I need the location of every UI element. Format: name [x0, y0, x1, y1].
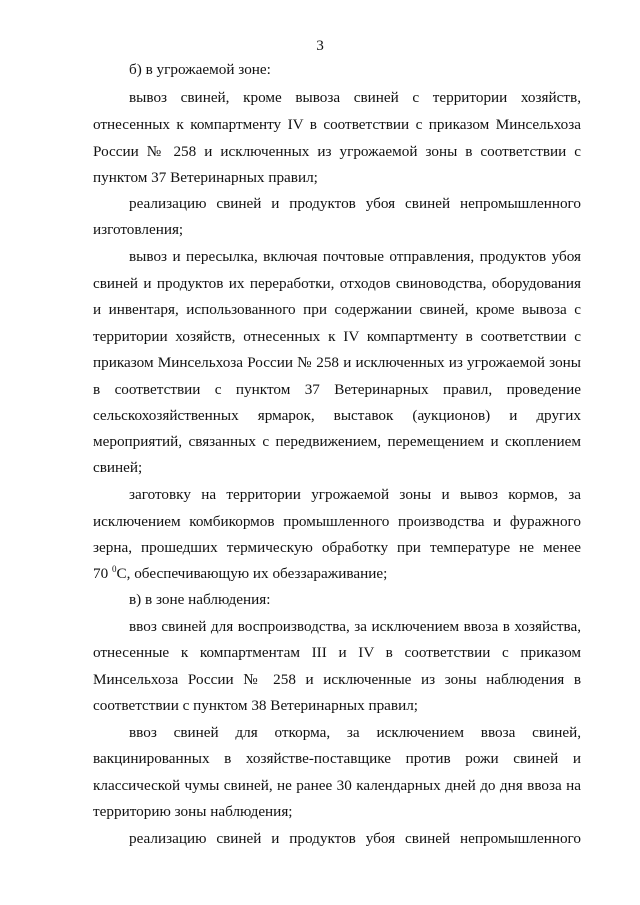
text-line: мероприятий, связанных с передвижением, перемещением и скоплением	[93, 433, 581, 450]
text-line: зерна, прошедших термическую обработку при температуре не менее	[93, 539, 581, 556]
text-line-temperature	[93, 565, 387, 583]
text-line: территории хозяйств, отнесенных к IV компартменту в соответствии с	[93, 328, 581, 345]
text-line: России № 258 и исключенных из угрожаемой зоны в соответствии с	[93, 143, 581, 160]
text-line: ввоз свиней для воспроизводства, за исключением ввоза в хозяйства,	[129, 618, 581, 635]
text-line: ввоз свиней для откорма, за исключением ввоза свиней,	[129, 724, 581, 741]
temperature-text: С, обеспечивающую их обеззараживание;	[116, 565, 388, 582]
temperature-value: 70	[93, 565, 112, 582]
text-line: Минсельхоза России № 258 и исключенные из зоны наблюдения в	[93, 671, 581, 688]
text-line: реализацию свиней и продуктов убоя свиней непромышленного	[129, 195, 581, 212]
text-line: сельскохозяйственных ярмарок, выставок (аукционов) и других	[93, 407, 581, 424]
section-heading-observation-zone: в) в зоне наблюдения:	[129, 591, 271, 608]
text-line: отнесенные к компартментам III и IV в соответствии с приказом	[93, 644, 581, 661]
text-line: отнесенных к компартменту IV в соответствии с приказом Минсельхоза	[93, 116, 581, 133]
text-line: вывоз и пересылка, включая почтовые отправления, продуктов убоя	[129, 248, 581, 265]
text-line: классической чумы свиней, не ранее 30 календарных дней до дня ввоза на	[93, 777, 581, 794]
text-line: изготовления;	[93, 221, 184, 238]
text-line: вывоз свиней, кроме вывоза свиней с территории хозяйств,	[129, 89, 581, 106]
text-line: заготовку на территории угрожаемой зоны и вывоз кормов, за	[129, 486, 581, 503]
text-line: реализацию свиней и продуктов убоя свиней непромышленного	[129, 830, 581, 847]
text-line: пунктом 37 Ветеринарных правил;	[93, 169, 318, 186]
text-line: соответствии с пунктом 38 Ветеринарных правил;	[93, 697, 419, 714]
text-line: исключением комбикормов промышленного производства и фуражного	[93, 513, 581, 530]
text-line: территорию зоны наблюдения;	[93, 803, 293, 820]
section-heading-threatened-zone: б) в угрожаемой зоне:	[129, 61, 271, 78]
text-line: свиней;	[93, 459, 143, 476]
text-line: приказом Минсельхоза России № 258 и исключенных из угрожаемой зоны	[93, 354, 581, 371]
page-number: 3	[316, 37, 324, 54]
text-line: свиней и продуктов их переработки, отходов свиноводства, оборудования	[93, 275, 581, 292]
degree-superscript: 0	[111, 564, 117, 574]
text-line: в соответствии с пунктом 37 Ветеринарных правил, проведение	[93, 381, 581, 398]
text-line: и инвентаря, использованного при содержании свиней, кроме вывоза с	[93, 301, 581, 318]
text-line: вакцинированных в хозяйстве-поставщике против рожи свиней и	[93, 750, 581, 767]
